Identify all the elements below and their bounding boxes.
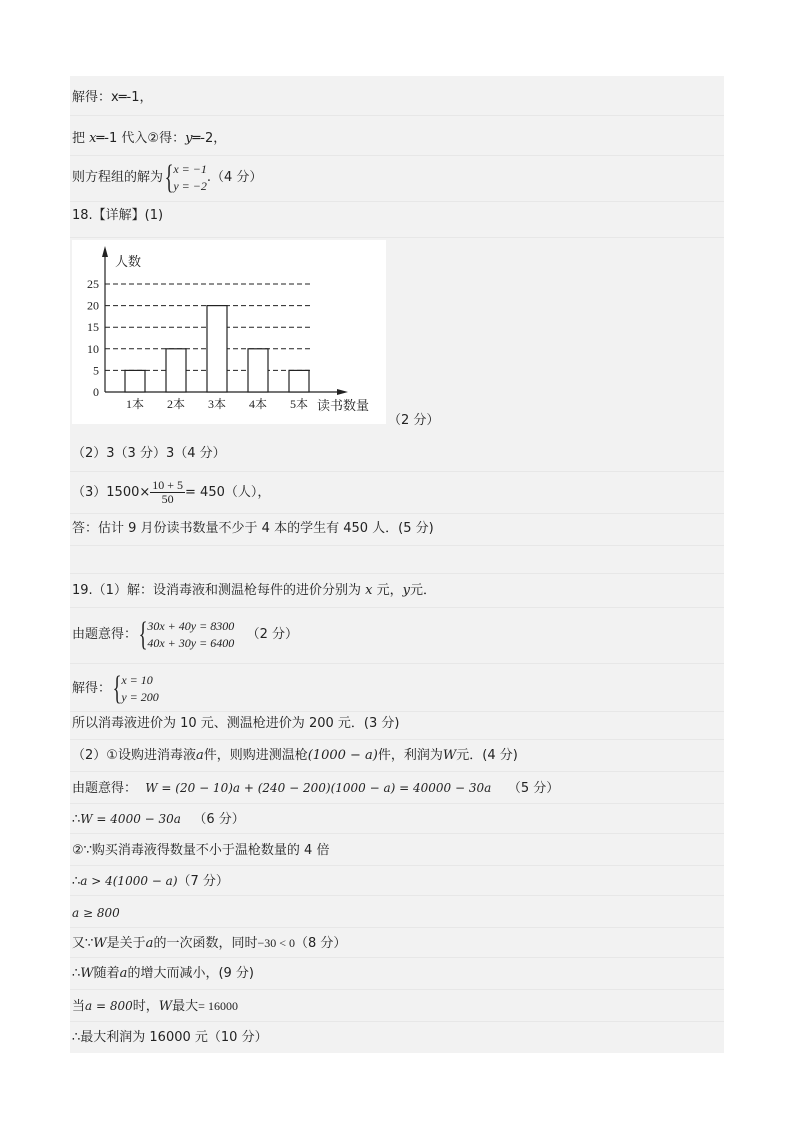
x-tick-label: 3本 (207, 397, 227, 411)
q19-range-line: a ≥ 800 (72, 906, 120, 920)
q19-w-line: ∴W = 4000 − 30a （6 分） (72, 812, 245, 827)
row-21 (70, 990, 724, 1022)
y-tick-label: 10 (87, 341, 99, 356)
y-axis-arrow (102, 246, 108, 257)
q18-heading: 18.【详解】(1) (72, 208, 164, 223)
answer-sheet (70, 76, 724, 1053)
x-tick-label: 1本 (125, 397, 145, 411)
q19-solve-line: 解得：{ x = 10 y = 200 (72, 669, 159, 707)
q19-system-line: 由题意得：{ 30x + 40y = 8300 40x + 30y = 6400 （2 分） (72, 615, 299, 653)
substitute-line: 把 x═-1 代入②得：y═-2， (72, 131, 227, 146)
chart-score: （2 分） (388, 413, 440, 428)
row-7 (70, 472, 724, 514)
q19-linear-line: 又∵W是关于a的一次函数，同时−30 < 0（8 分） (72, 936, 347, 951)
solution-x-line: 解得：x═-1， (72, 90, 153, 105)
row-8 (70, 514, 724, 546)
x-axis-arrow (337, 389, 348, 395)
q19-profit-eq-line: 由题意得： W = (20 − 10)a + (240 − 200)(1000 − a) = 40000 − 30a （5 分） (72, 781, 560, 796)
y-axis-label: 人数 (115, 254, 142, 269)
y-tick-label: 0 (93, 385, 99, 399)
y-tick-label: 5 (93, 363, 99, 378)
y-tick-label: 20 (87, 298, 99, 313)
row-14 (70, 772, 724, 804)
x-tick-label: 4本 (248, 397, 268, 411)
fraction: $\frac{10 + 5}{50}$ (152, 478, 184, 506)
y-tick-label: 15 (87, 320, 99, 335)
x-axis-label: 读书数量 (317, 398, 370, 413)
y-tick-label: 25 (87, 277, 99, 291)
row-3 (70, 156, 724, 202)
row-19 (70, 928, 724, 958)
row-16 (70, 834, 724, 866)
q18-answer-line: 答：估计 9 月份读书数量不少于 4 本的学生有 450 人．(5 分) (72, 521, 434, 536)
row-17 (70, 866, 724, 896)
row-4 (70, 202, 724, 238)
row-15 (70, 804, 724, 834)
bar-chart (72, 240, 386, 424)
row-1 (70, 76, 724, 116)
q19-setup-line: 19.（1）解：设消毒液和测温枪每件的进价分别为 x 元，y元． (72, 583, 436, 598)
x-tick-label: 2本 (166, 397, 186, 411)
row-spacer (70, 546, 724, 574)
row-11 (70, 664, 724, 712)
row-9 (70, 574, 724, 608)
q18-part2-line: （2）3（3 分）3（4 分） (72, 446, 226, 461)
bar-2 (166, 349, 186, 392)
bar-1 (125, 370, 145, 392)
q19-final-line: ∴最大利润为 16000 元（10 分） (72, 1030, 268, 1045)
q19-condition-line: ②∵购买消毒液得数量不小于温枪数量的 4 倍 (72, 843, 330, 858)
q19-part2-setup-line: （2）①设购进消毒液a件，则购进测温枪(1000 − a)件，利润为W元．(4 分) (72, 748, 518, 763)
q18-part3-line: （3）1500× $\frac{10 + 5}{50}$ = 450（人）， (72, 478, 271, 506)
bar-5 (289, 370, 309, 392)
bar-3 (207, 306, 227, 392)
q19-prices-line: 所以消毒液进价为 10 元、测温枪进价为 200 元．(3 分) (72, 716, 400, 731)
q19-decrease-line: ∴W随着a的增大而减小，(9 分) (72, 966, 254, 981)
q19-max-line: 当a = 800时，W最大= 16000 (72, 999, 238, 1014)
row-12 (70, 712, 724, 740)
bar-chart-svg (72, 240, 386, 424)
row-2 (70, 116, 724, 156)
row-18 (70, 896, 724, 928)
row-6 (70, 438, 724, 472)
system-solution-line: 则方程组的解为{ x = −1 y = −2 .（4 分） (72, 158, 263, 196)
q19-inequality-line: ∴a > 4(1000 − a)（7 分） (72, 874, 229, 889)
row-10 (70, 608, 724, 664)
row-22 (70, 1022, 724, 1053)
row-20 (70, 958, 724, 990)
x-tick-label: 5本 (289, 397, 309, 411)
row-13 (70, 740, 724, 772)
bar-4 (248, 349, 268, 392)
